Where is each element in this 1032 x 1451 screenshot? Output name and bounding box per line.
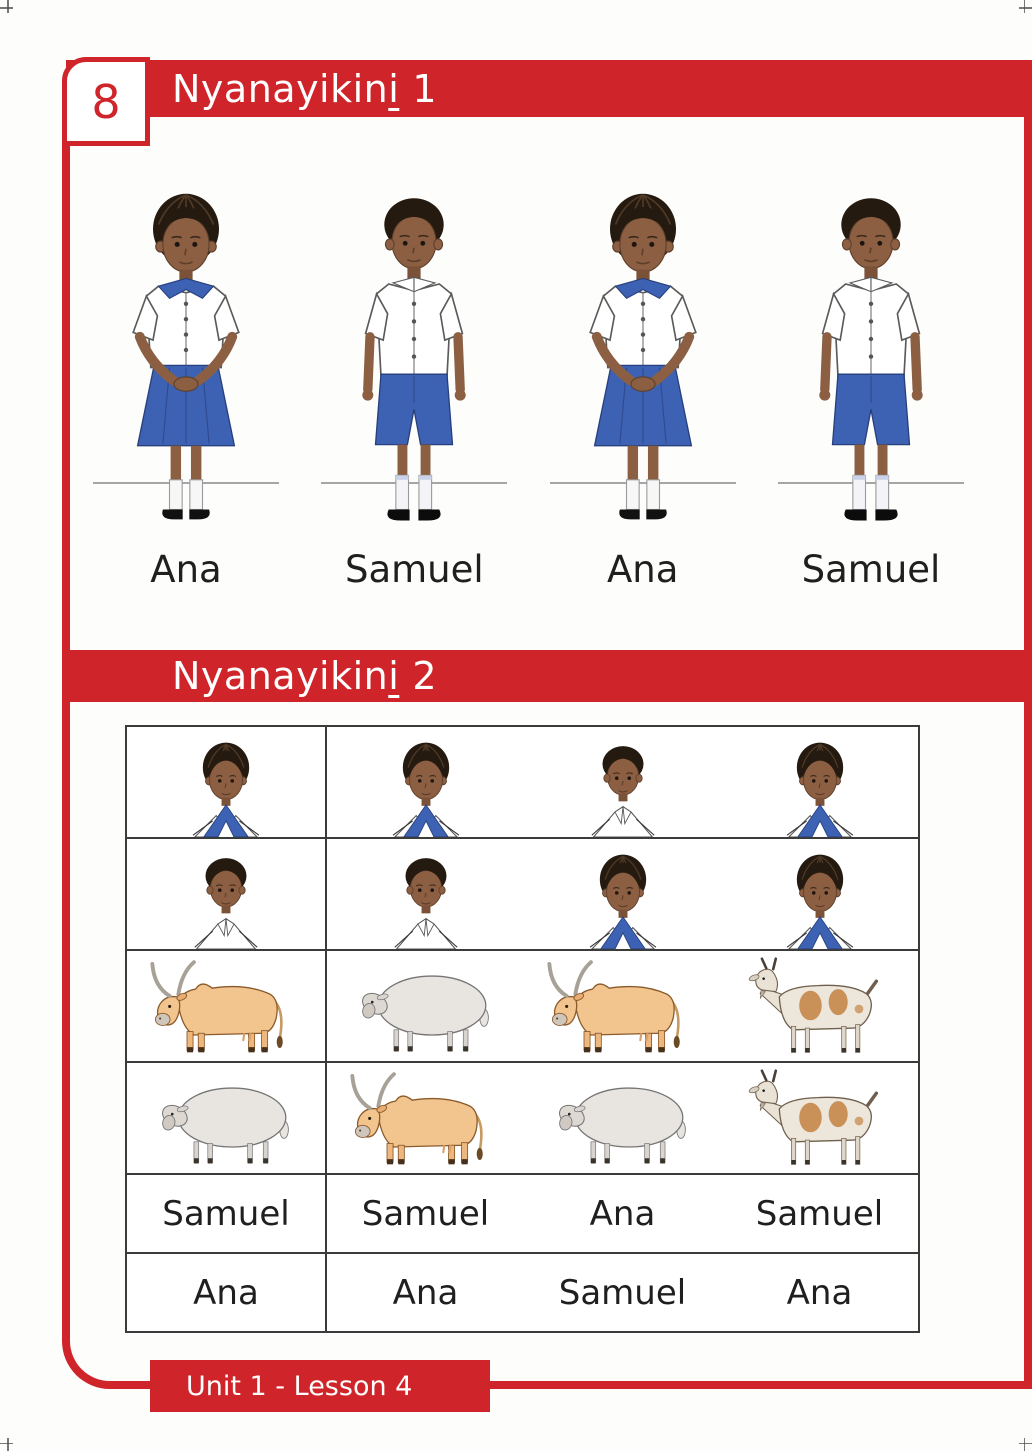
- name-cell: Samuel: [558, 1272, 687, 1313]
- page-number: 8: [91, 74, 121, 129]
- table-row: [127, 1061, 918, 1173]
- table-row: [127, 1173, 918, 1252]
- cow-illustration: [534, 957, 712, 1061]
- figure-ana-1: [75, 185, 297, 537]
- title-text: Nyanayikin: [172, 66, 389, 111]
- girl-face-illustration: [177, 739, 275, 837]
- table-cell: [327, 951, 524, 1061]
- table-cell: [524, 727, 721, 837]
- table-row: [127, 837, 918, 949]
- boy-standing-illustration: [303, 185, 525, 537]
- crop-mark: [1024, 1438, 1026, 1451]
- figure-label: Samuel: [344, 548, 484, 591]
- girl-face-illustration: [574, 851, 672, 949]
- boy-face-illustration: [574, 739, 672, 837]
- cow-illustration: [137, 957, 315, 1061]
- girl-standing-illustration: [75, 185, 297, 537]
- cow-illustration: [337, 1069, 515, 1173]
- table-cell: [127, 1063, 327, 1173]
- table-row: [127, 949, 918, 1061]
- name-cell: Ana: [127, 1254, 327, 1331]
- girl-face-illustration: [377, 739, 475, 837]
- sheep-illustration: [137, 1069, 315, 1173]
- name-cell: Samuel: [755, 1193, 884, 1234]
- name-cell: Samuel: [361, 1193, 490, 1234]
- title-number: 1: [412, 66, 438, 111]
- figures-row: [75, 185, 982, 537]
- table-cell: [524, 839, 721, 949]
- table-cell: [327, 839, 524, 949]
- boy-face-illustration: [377, 851, 475, 949]
- girl-standing-illustration: [532, 185, 754, 537]
- figure-samuel-1: [303, 185, 525, 537]
- name-cell: Ana: [392, 1272, 459, 1313]
- boy-face-illustration: [177, 851, 275, 949]
- girl-face-illustration: [771, 739, 869, 837]
- sheep-illustration: [337, 957, 515, 1061]
- sheep-illustration: [534, 1069, 712, 1173]
- table-row: [127, 727, 918, 837]
- crop-mark: [0, 7, 13, 9]
- crop-mark: [7, 1438, 9, 1451]
- table-cell: [127, 951, 327, 1061]
- table-cell: [721, 951, 918, 1061]
- goat-illustration: [731, 957, 909, 1061]
- crop-mark: [0, 1443, 13, 1445]
- table-cell: [524, 1063, 721, 1173]
- figure-label: Ana: [150, 548, 222, 591]
- footer-label: Unit 1 - Lesson 4: [186, 1370, 413, 1402]
- page-number-tab: [62, 57, 150, 146]
- name-cell: Ana: [786, 1272, 853, 1313]
- figure-label: Ana: [606, 548, 679, 591]
- crop-mark: [1019, 7, 1032, 9]
- footer-bar: [150, 1360, 490, 1412]
- section1-title: [172, 67, 437, 111]
- table-row: [127, 1252, 918, 1331]
- figure-label: Samuel: [801, 548, 941, 591]
- title-underlined-letter: i: [388, 654, 400, 698]
- title-underlined-letter: i: [388, 66, 400, 111]
- figure-ana-2: [532, 185, 754, 537]
- table-cell: [327, 727, 524, 837]
- goat-illustration: [731, 1069, 909, 1173]
- activity-table: [125, 725, 920, 1333]
- table-cell: [327, 1063, 524, 1173]
- crop-mark: [1019, 1443, 1032, 1445]
- figure-labels-row: [75, 548, 982, 591]
- section2-header-bar: [66, 650, 1032, 702]
- name-cell: Ana: [589, 1193, 656, 1234]
- table-cell: [524, 951, 721, 1061]
- table-cell: [721, 1063, 918, 1173]
- table-cell: [721, 727, 918, 837]
- table-cell: [721, 839, 918, 949]
- boy-standing-illustration: [760, 185, 982, 537]
- girl-face-illustration: [771, 851, 869, 949]
- figure-samuel-2: [760, 185, 982, 537]
- title-number: 2: [412, 654, 438, 698]
- title-text: Nyanayikin: [172, 654, 389, 698]
- table-cell: [127, 727, 327, 837]
- table-cell: [127, 839, 327, 949]
- section1-header-bar: [66, 60, 1032, 117]
- name-cell: Samuel: [127, 1175, 327, 1252]
- section2-title: [172, 654, 437, 698]
